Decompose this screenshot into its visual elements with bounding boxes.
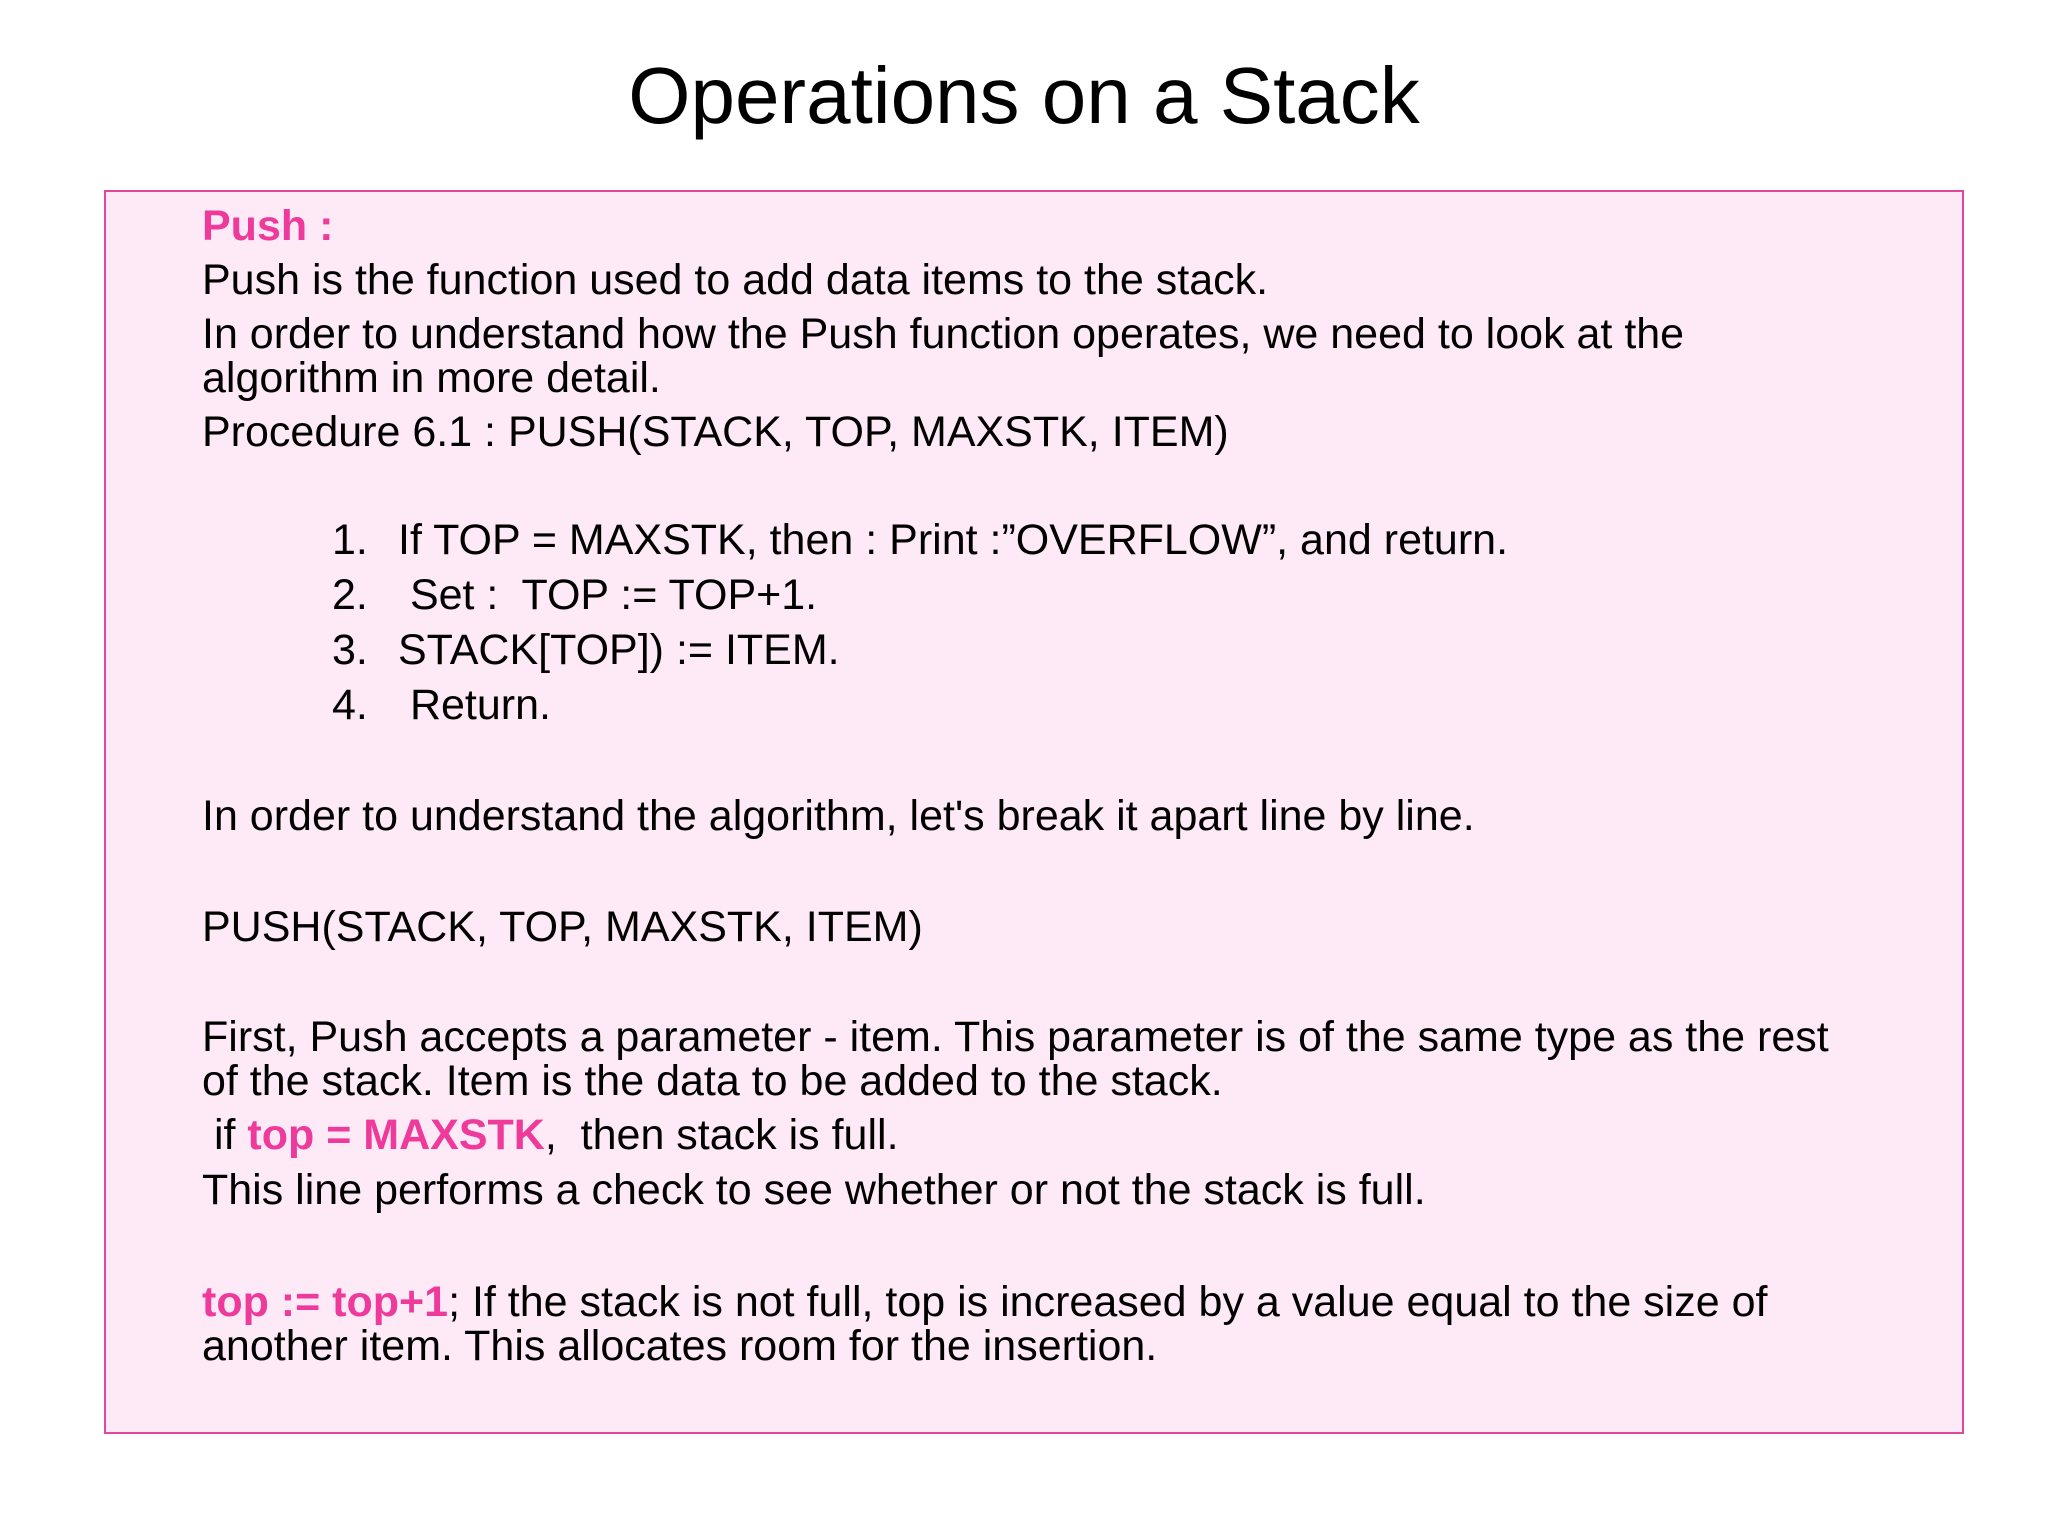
- check-line: This line performs a check to see whether or not the stack is full.: [202, 1166, 1426, 1214]
- intro-line: Push is the function used to add data items to the stack.: [202, 256, 1269, 304]
- first-line-1: First, Push accepts a parameter - item. This parameter is of the same type as the rest: [202, 1013, 1829, 1061]
- if-suffix: , then stack is full.: [544, 1111, 899, 1159]
- if-highlight: top = MAXSTK: [247, 1111, 545, 1159]
- content-box: [104, 190, 1964, 1434]
- step-1: [332, 518, 1508, 562]
- slide-title: Operations on a Stack: [628, 51, 1420, 140]
- top-highlight: top := top+1: [202, 1278, 449, 1326]
- signature-line: PUSH(STACK, TOP, MAXSTK, ITEM): [202, 903, 923, 951]
- step-text: Return.: [398, 681, 551, 729]
- step-3: [332, 628, 840, 672]
- if-prefix: if: [202, 1111, 248, 1159]
- if-line: [202, 1113, 899, 1157]
- step-number: 3.: [332, 626, 368, 674]
- understand-line-1: In order to understand how the Push function operates, we need to look at the: [202, 310, 1685, 358]
- step-text: STACK[TOP]) := ITEM.: [398, 626, 840, 674]
- procedure-line: Procedure 6.1 : PUSH(STACK, TOP, MAXSTK, ITEM): [202, 408, 1229, 456]
- step-text: Set : TOP := TOP+1.: [398, 571, 818, 619]
- step-number: 4.: [332, 681, 368, 729]
- step-2: [332, 573, 817, 617]
- top-suffix: ; If the stack is not full, top is increased by a value equal to the size of: [448, 1278, 1768, 1326]
- break-apart-line: In order to understand the algorithm, let's break it apart line by line.: [202, 792, 1475, 840]
- step-number: 2.: [332, 571, 368, 619]
- top-line-2: another item. This allocates room for the insertion.: [202, 1322, 1158, 1370]
- step-number: 1.: [332, 516, 368, 564]
- understand-line-2: algorithm in more detail.: [202, 354, 661, 402]
- push-heading: Push :: [202, 202, 334, 250]
- step-text: If TOP = MAXSTK, then : Print :”OVERFLOW”, and return.: [398, 516, 1509, 564]
- step-4: [332, 683, 551, 727]
- first-line-2: of the stack. Item is the data to be added to the stack.: [202, 1057, 1223, 1105]
- top-line-1: [202, 1280, 1767, 1324]
